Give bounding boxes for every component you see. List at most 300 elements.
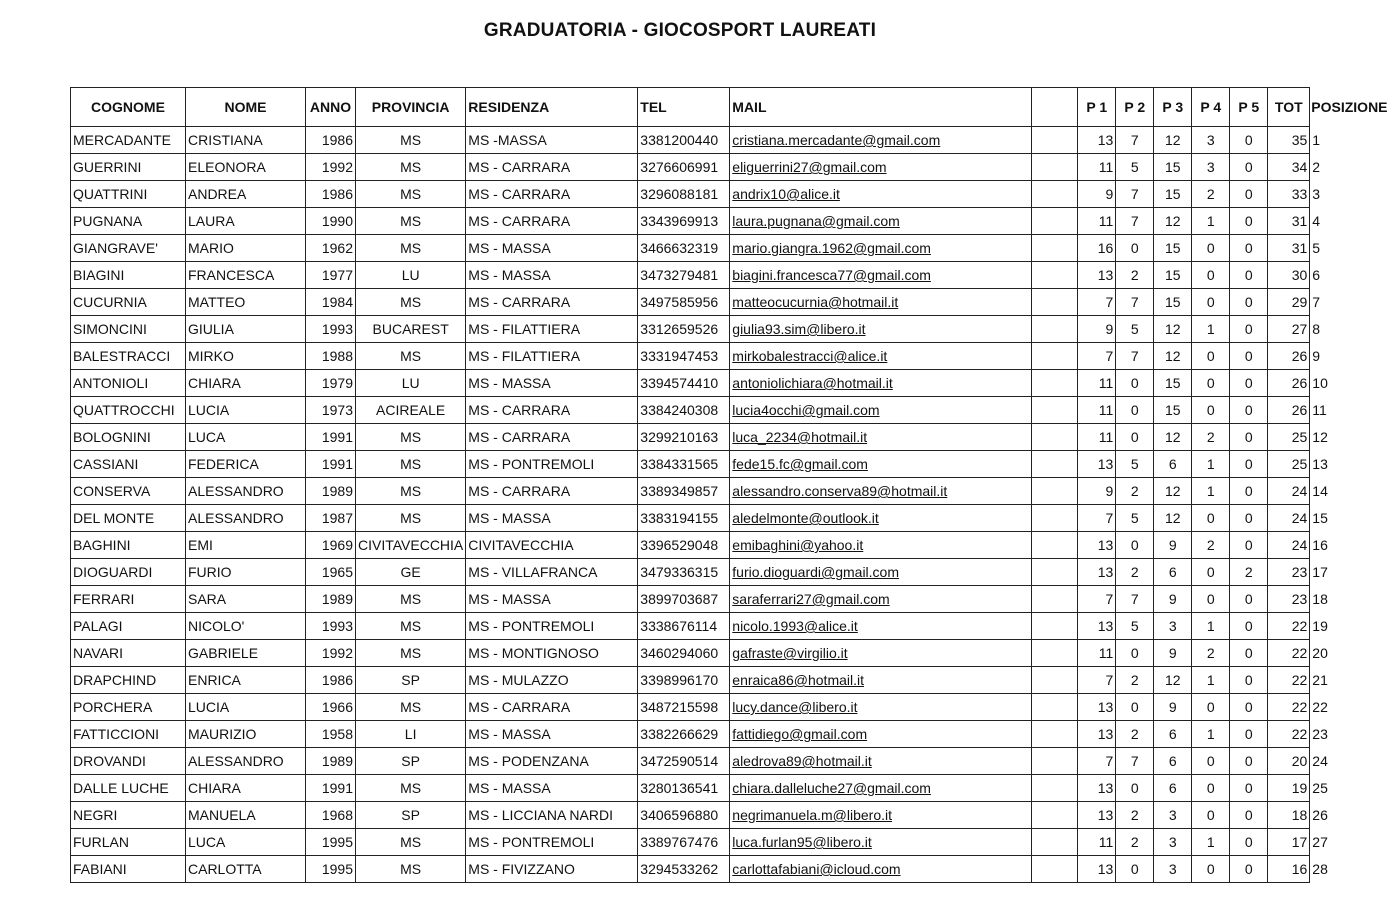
cell-blank [1032,370,1078,397]
cell-cognome: NAVARI [71,640,186,667]
cell-p2: 7 [1116,343,1154,370]
cell-cognome: BALESTRACCI [71,343,186,370]
cell-mail: chiara.dalleluche27@gmail.com [730,775,1032,802]
cell-mail: biagini.francesca77@gmail.com [730,262,1032,289]
cell-cognome: DALLE LUCHE [71,775,186,802]
cell-tot: 31 [1268,208,1310,235]
cell-blank [1032,559,1078,586]
cell-p2: 0 [1116,694,1154,721]
cell-nome: LUCA [186,829,306,856]
cell-p5: 0 [1230,451,1268,478]
cell-posizione: 4 [1310,208,1390,235]
cell-p5: 0 [1230,478,1268,505]
cell-p1: 7 [1078,748,1116,775]
cell-residenza: MS - CARRARA [466,424,638,451]
cell-tot: 26 [1268,397,1310,424]
cell-p2: 7 [1116,748,1154,775]
cell-p5: 0 [1230,667,1268,694]
cell-p3: 12 [1154,343,1192,370]
cell-p4: 0 [1192,775,1230,802]
cell-nome: ENRICA [186,667,306,694]
cell-p2: 2 [1116,802,1154,829]
cell-p1: 13 [1078,721,1116,748]
cell-blank [1032,721,1078,748]
cell-anno: 1977 [306,262,356,289]
cell-p1: 7 [1078,667,1116,694]
cell-p2: 2 [1116,829,1154,856]
cell-anno: 1986 [306,127,356,154]
cell-anno: 1993 [306,613,356,640]
cell-p3: 9 [1154,694,1192,721]
cell-anno: 1991 [306,451,356,478]
cell-tot: 18 [1268,802,1310,829]
cell-blank [1032,802,1078,829]
cell-tot: 22 [1268,640,1310,667]
col-header-tot: TOT [1268,88,1310,127]
cell-tel: 3296088181 [638,181,730,208]
cell-posizione: 5 [1310,235,1390,262]
cell-p3: 12 [1154,505,1192,532]
cell-tot: 24 [1268,478,1310,505]
cell-p3: 6 [1154,748,1192,775]
cell-p1: 13 [1078,802,1116,829]
cell-p2: 0 [1116,235,1154,262]
cell-residenza: MS - MASSA [466,370,638,397]
cell-tel: 3394574410 [638,370,730,397]
table-row [71,370,1390,397]
col-header-p1: P 1 [1078,88,1116,127]
cell-p4: 1 [1192,208,1230,235]
table-row [71,532,1390,559]
cell-cognome: PALAGI [71,613,186,640]
cell-tot: 22 [1268,721,1310,748]
cell-p3: 3 [1154,613,1192,640]
cell-residenza: MS - CARRARA [466,181,638,208]
cell-cognome: FABIANI [71,856,186,883]
cell-tot: 19 [1268,775,1310,802]
cell-tot: 33 [1268,181,1310,208]
cell-provincia: MS [356,505,466,532]
cell-mail: luca_2234@hotmail.it [730,424,1032,451]
cell-p1: 13 [1078,856,1116,883]
cell-p4: 1 [1192,721,1230,748]
cell-p4: 1 [1192,613,1230,640]
cell-provincia: LU [356,262,466,289]
cell-blank [1032,316,1078,343]
cell-tot: 25 [1268,424,1310,451]
cell-p3: 6 [1154,775,1192,802]
cell-p4: 0 [1192,856,1230,883]
cell-p4: 2 [1192,181,1230,208]
cell-posizione: 26 [1310,802,1390,829]
cell-anno: 1962 [306,235,356,262]
cell-cognome: QUATTROCCHI [71,397,186,424]
cell-residenza: MS - MASSA [466,586,638,613]
cell-p5: 0 [1230,181,1268,208]
cell-p4: 1 [1192,451,1230,478]
cell-cognome: CONSERVA [71,478,186,505]
cell-p5: 0 [1230,613,1268,640]
cell-nome: EMI [186,532,306,559]
table-row [71,613,1390,640]
col-header-p4: P 4 [1192,88,1230,127]
cell-blank [1032,424,1078,451]
cell-nome: MAURIZIO [186,721,306,748]
cell-p2: 2 [1116,721,1154,748]
cell-blank [1032,775,1078,802]
cell-residenza: MS - CARRARA [466,397,638,424]
ranking-table [70,87,1390,883]
cell-tel: 3312659526 [638,316,730,343]
cell-posizione: 16 [1310,532,1390,559]
col-header-p5: P 5 [1230,88,1268,127]
cell-tel: 3343969913 [638,208,730,235]
cell-posizione: 28 [1310,856,1390,883]
cell-p4: 0 [1192,289,1230,316]
cell-blank [1032,532,1078,559]
cell-tel: 3396529048 [638,532,730,559]
cell-provincia: MS [356,181,466,208]
cell-p5: 0 [1230,127,1268,154]
cell-anno: 1991 [306,775,356,802]
cell-provincia: MS [356,208,466,235]
cell-posizione: 22 [1310,694,1390,721]
cell-residenza: MS - MULAZZO [466,667,638,694]
cell-cognome: FURLAN [71,829,186,856]
cell-nome: ALESSANDRO [186,478,306,505]
cell-p2: 7 [1116,127,1154,154]
cell-p1: 13 [1078,613,1116,640]
cell-provincia: MS [356,613,466,640]
cell-p2: 2 [1116,478,1154,505]
cell-tel: 3299210163 [638,424,730,451]
cell-blank [1032,127,1078,154]
cell-residenza: MS - FIVIZZANO [466,856,638,883]
cell-blank [1032,667,1078,694]
cell-tel: 3280136541 [638,775,730,802]
table-row [71,559,1390,586]
cell-p1: 9 [1078,316,1116,343]
cell-p5: 0 [1230,424,1268,451]
cell-posizione: 6 [1310,262,1390,289]
cell-p2: 5 [1116,154,1154,181]
col-header-cognome: COGNOME [71,88,186,127]
cell-p1: 7 [1078,289,1116,316]
cell-provincia: MS [356,586,466,613]
cell-provincia: LU [356,370,466,397]
cell-mail: carlottafabiani@icloud.com [730,856,1032,883]
cell-p2: 0 [1116,424,1154,451]
cell-p2: 5 [1116,451,1154,478]
cell-anno: 1992 [306,640,356,667]
cell-p3: 12 [1154,424,1192,451]
cell-residenza: CIVITAVECCHIA [466,532,638,559]
cell-residenza: MS - PODENZANA [466,748,638,775]
cell-p5: 0 [1230,343,1268,370]
cell-tel: 3294533262 [638,856,730,883]
table-row [71,667,1390,694]
table-row [71,397,1390,424]
cell-mail: mario.giangra.1962@gmail.com [730,235,1032,262]
cell-p5: 0 [1230,154,1268,181]
cell-anno: 1989 [306,478,356,505]
cell-p3: 15 [1154,397,1192,424]
table-row [71,802,1390,829]
cell-tel: 3406596880 [638,802,730,829]
cell-tel: 3389767476 [638,829,730,856]
cell-anno: 1984 [306,289,356,316]
cell-tel: 3497585956 [638,289,730,316]
cell-residenza: MS - CARRARA [466,289,638,316]
cell-posizione: 7 [1310,289,1390,316]
cell-provincia: MS [356,829,466,856]
cell-tot: 25 [1268,451,1310,478]
cell-p3: 6 [1154,721,1192,748]
cell-anno: 1989 [306,748,356,775]
cell-posizione: 21 [1310,667,1390,694]
cell-tot: 24 [1268,505,1310,532]
cell-blank [1032,343,1078,370]
cell-mail: antoniolichiara@hotmail.it [730,370,1032,397]
cell-blank [1032,748,1078,775]
cell-anno: 1986 [306,181,356,208]
cell-tot: 22 [1268,667,1310,694]
cell-provincia: MS [356,289,466,316]
cell-p2: 0 [1116,397,1154,424]
cell-nome: FRANCESCA [186,262,306,289]
cell-p4: 1 [1192,316,1230,343]
cell-tel: 3398996170 [638,667,730,694]
cell-p1: 11 [1078,370,1116,397]
cell-p3: 3 [1154,829,1192,856]
cell-p4: 1 [1192,829,1230,856]
cell-p5: 0 [1230,289,1268,316]
table-row [71,505,1390,532]
cell-p5: 0 [1230,505,1268,532]
cell-provincia: MS [356,343,466,370]
cell-residenza: MS - PONTREMOLI [466,613,638,640]
cell-p4: 0 [1192,343,1230,370]
cell-p1: 13 [1078,127,1116,154]
cell-anno: 1993 [306,316,356,343]
cell-tel: 3466632319 [638,235,730,262]
cell-anno: 1990 [306,208,356,235]
cell-nome: FEDERICA [186,451,306,478]
cell-cognome: MERCADANTE [71,127,186,154]
cell-cognome: DEL MONTE [71,505,186,532]
cell-p5: 0 [1230,262,1268,289]
cell-blank [1032,235,1078,262]
cell-p1: 11 [1078,208,1116,235]
table-row [71,181,1390,208]
cell-nome: MIRKO [186,343,306,370]
cell-p4: 0 [1192,370,1230,397]
cell-cognome: DROVANDI [71,748,186,775]
cell-provincia: MS [356,478,466,505]
cell-anno: 1966 [306,694,356,721]
cell-p2: 5 [1116,316,1154,343]
cell-cognome: PORCHERA [71,694,186,721]
cell-blank [1032,829,1078,856]
cell-cognome: BAGHINI [71,532,186,559]
cell-tot: 22 [1268,694,1310,721]
cell-p2: 7 [1116,181,1154,208]
cell-provincia: MS [356,154,466,181]
cell-mail: mirkobalestracci@alice.it [730,343,1032,370]
cell-tot: 26 [1268,370,1310,397]
header-row [71,88,1390,127]
col-header-mail: MAIL [730,88,1032,127]
cell-p3: 15 [1154,154,1192,181]
cell-p3: 9 [1154,640,1192,667]
cell-tel: 3384331565 [638,451,730,478]
table-row [71,721,1390,748]
cell-residenza: MS - MONTIGNOSO [466,640,638,667]
cell-p2: 7 [1116,289,1154,316]
table-row [71,640,1390,667]
cell-cognome: CUCURNIA [71,289,186,316]
cell-p2: 0 [1116,856,1154,883]
col-header-anno: ANNO [306,88,356,127]
cell-blank [1032,694,1078,721]
cell-p4: 0 [1192,235,1230,262]
cell-residenza: MS - CARRARA [466,208,638,235]
cell-p1: 11 [1078,154,1116,181]
cell-p2: 0 [1116,532,1154,559]
cell-cognome: BOLOGNINI [71,424,186,451]
cell-p2: 2 [1116,262,1154,289]
cell-p3: 15 [1154,235,1192,262]
cell-p3: 6 [1154,559,1192,586]
cell-posizione: 24 [1310,748,1390,775]
cell-p3: 15 [1154,370,1192,397]
table-row [71,478,1390,505]
cell-mail: andrix10@alice.it [730,181,1032,208]
cell-anno: 1991 [306,424,356,451]
cell-p3: 12 [1154,667,1192,694]
cell-cognome: CASSIANI [71,451,186,478]
cell-residenza: MS - FILATTIERA [466,316,638,343]
cell-p5: 0 [1230,208,1268,235]
cell-p3: 12 [1154,127,1192,154]
page-title: GRADUATORIA - GIOCOSPORT LAUREATI [483,20,877,41]
cell-p4: 0 [1192,694,1230,721]
table-row [71,235,1390,262]
cell-p1: 9 [1078,181,1116,208]
cell-mail: nicolo.1993@alice.it [730,613,1032,640]
cell-p1: 7 [1078,343,1116,370]
cell-mail: alessandro.conserva89@hotmail.it [730,478,1032,505]
cell-p5: 0 [1230,694,1268,721]
cell-posizione: 25 [1310,775,1390,802]
cell-anno: 1995 [306,829,356,856]
cell-cognome: BIAGINI [71,262,186,289]
cell-tot: 20 [1268,748,1310,775]
cell-p3: 15 [1154,181,1192,208]
cell-nome: LUCIA [186,397,306,424]
cell-blank [1032,586,1078,613]
cell-tot: 30 [1268,262,1310,289]
col-header-p3: P 3 [1154,88,1192,127]
col-header-provincia: PROVINCIA [356,88,466,127]
cell-mail: aledelmonte@outlook.it [730,505,1032,532]
cell-nome: LUCA [186,424,306,451]
cell-mail: cristiana.mercadante@gmail.com [730,127,1032,154]
cell-nome: FURIO [186,559,306,586]
cell-p2: 0 [1116,640,1154,667]
cell-p2: 5 [1116,613,1154,640]
cell-blank [1032,856,1078,883]
cell-posizione: 12 [1310,424,1390,451]
cell-p1: 13 [1078,694,1116,721]
table-row [71,775,1390,802]
cell-p5: 0 [1230,775,1268,802]
cell-anno: 1995 [306,856,356,883]
cell-residenza: MS - CARRARA [466,154,638,181]
cell-p5: 0 [1230,829,1268,856]
cell-tot: 29 [1268,289,1310,316]
cell-p1: 13 [1078,451,1116,478]
cell-tel: 3383194155 [638,505,730,532]
cell-mail: eliguerrini27@gmail.com [730,154,1032,181]
cell-p4: 2 [1192,640,1230,667]
cell-tot: 23 [1268,586,1310,613]
cell-nome: ANDREA [186,181,306,208]
table-row [71,451,1390,478]
cell-mail: matteocucurnia@hotmail.it [730,289,1032,316]
cell-provincia: MS [356,856,466,883]
cell-blank [1032,262,1078,289]
cell-residenza: MS - FILATTIERA [466,343,638,370]
cell-nome: CARLOTTA [186,856,306,883]
table-row [71,586,1390,613]
cell-tel: 3460294060 [638,640,730,667]
table-row [71,856,1390,883]
cell-posizione: 9 [1310,343,1390,370]
cell-residenza: MS - PONTREMOLI [466,829,638,856]
cell-anno: 1979 [306,370,356,397]
cell-nome: GABRIELE [186,640,306,667]
cell-p2: 7 [1116,208,1154,235]
cell-posizione: 27 [1310,829,1390,856]
cell-anno: 1969 [306,532,356,559]
cell-tel: 3382266629 [638,721,730,748]
cell-p5: 0 [1230,802,1268,829]
cell-anno: 1958 [306,721,356,748]
cell-residenza: MS - CARRARA [466,478,638,505]
cell-provincia: CIVITAVECCHIA [356,532,466,559]
cell-p4: 1 [1192,478,1230,505]
cell-p4: 0 [1192,748,1230,775]
cell-nome: CHIARA [186,775,306,802]
cell-p3: 9 [1154,532,1192,559]
cell-p5: 0 [1230,586,1268,613]
cell-anno: 1987 [306,505,356,532]
cell-p1: 16 [1078,235,1116,262]
cell-residenza: MS - VILLAFRANCA [466,559,638,586]
cell-tot: 26 [1268,343,1310,370]
cell-anno: 1992 [306,154,356,181]
cell-posizione: 20 [1310,640,1390,667]
cell-tot: 16 [1268,856,1310,883]
cell-p5: 0 [1230,397,1268,424]
cell-anno: 1968 [306,802,356,829]
col-header-nome: NOME [186,88,306,127]
col-header-p2: P 2 [1116,88,1154,127]
cell-cognome: FERRARI [71,586,186,613]
cell-p5: 0 [1230,532,1268,559]
cell-anno: 1986 [306,667,356,694]
